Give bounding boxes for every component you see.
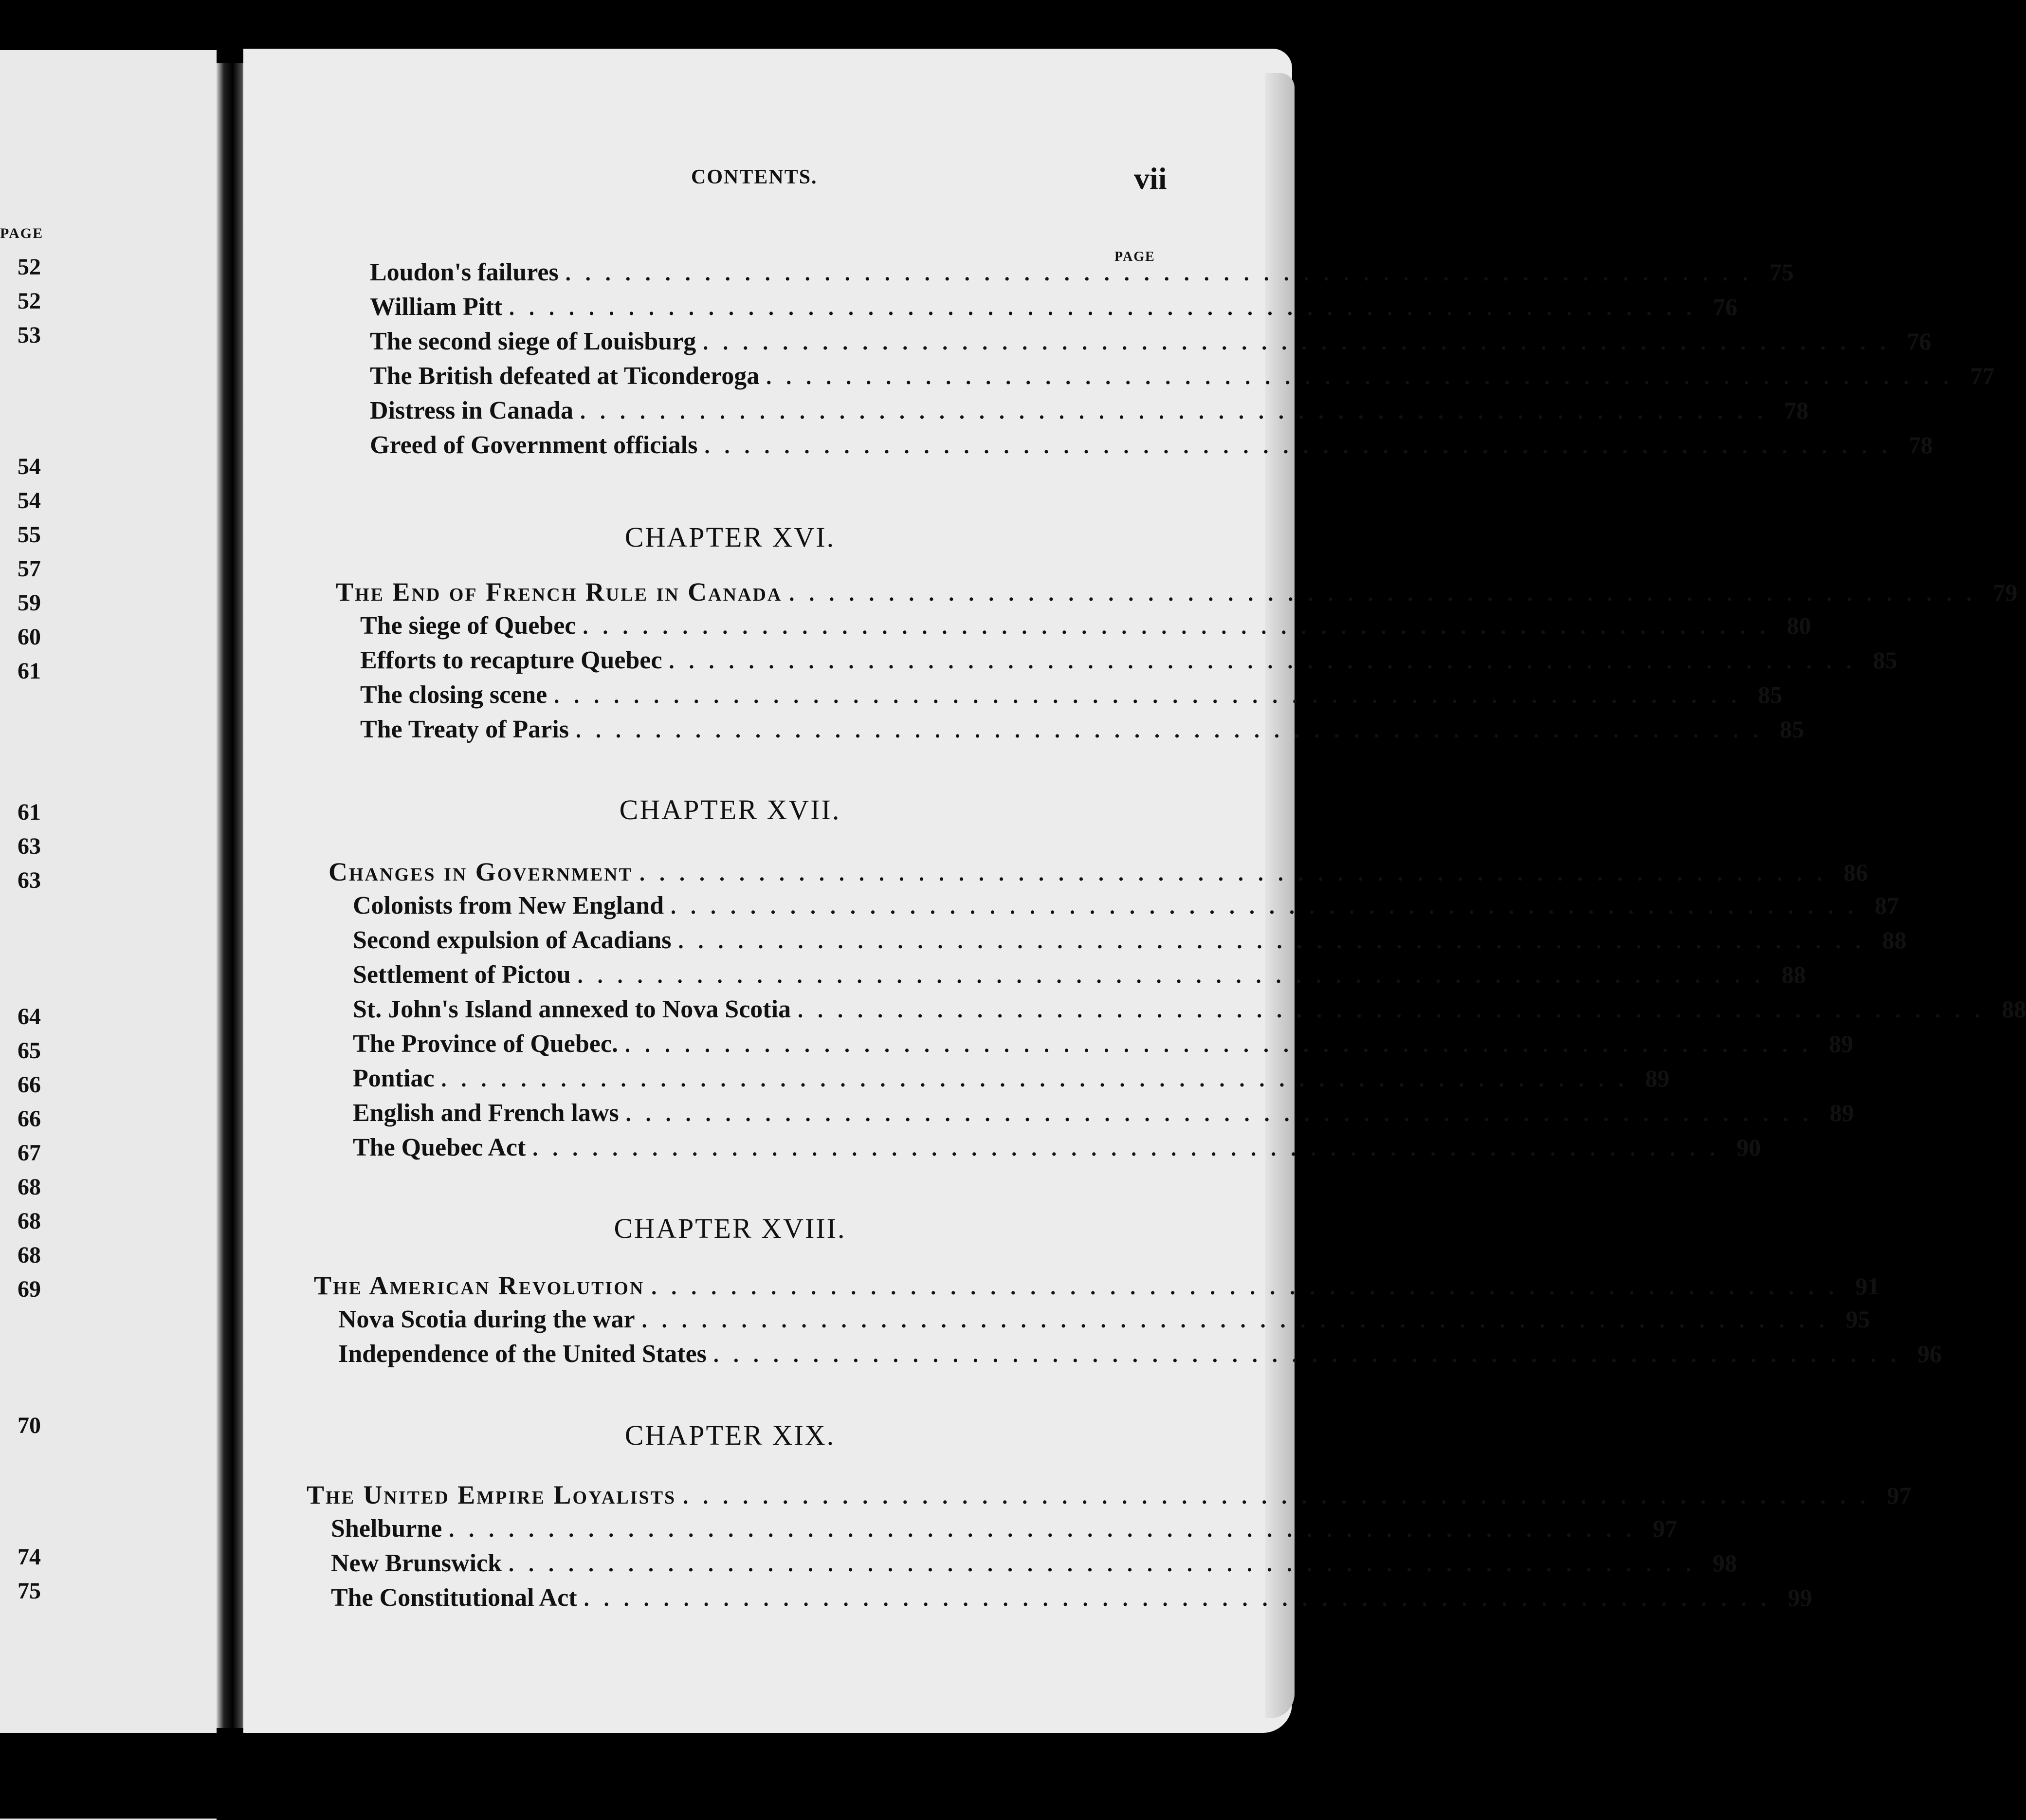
toc-entry-title: Distress in Canada bbox=[370, 397, 574, 424]
left-page-number: 69 bbox=[18, 1276, 41, 1302]
toc-entry bbox=[353, 960, 1806, 994]
toc-page-number: 90 bbox=[1736, 1134, 1761, 1161]
dot-leader: ............................................................ bbox=[641, 1308, 1839, 1332]
toc-page-number: 89 bbox=[1645, 1065, 1670, 1092]
toc-page-number: 98 bbox=[1713, 1549, 1737, 1577]
left-page-number: 52 bbox=[18, 254, 41, 280]
toc-entry-title: English and French laws bbox=[353, 1099, 619, 1127]
left-page-number: 74 bbox=[18, 1544, 41, 1570]
chapter-heading: CHAPTER XVII. bbox=[619, 794, 841, 826]
dot-leader: ............................................................ bbox=[580, 400, 1778, 423]
toc-entry bbox=[360, 646, 1898, 680]
chapter-heading: CHAPTER XVIII. bbox=[614, 1213, 846, 1244]
toc-entry-title: The Province of Quebec. bbox=[353, 1030, 618, 1058]
toc-entry-title: The End of French Rule in Canada bbox=[336, 577, 783, 607]
dot-leader: ............................................................ bbox=[584, 1587, 1781, 1611]
toc-entry bbox=[360, 680, 1783, 715]
dot-leader: ............................................................ bbox=[651, 1275, 1849, 1299]
dot-leader: ............................................................ bbox=[509, 296, 1707, 320]
dot-leader: ............................................................ bbox=[575, 718, 1773, 742]
toc-entry-title: The United Empire Loyalists bbox=[307, 1480, 676, 1509]
toc-entry bbox=[331, 1549, 1737, 1583]
toc-entry bbox=[370, 258, 1794, 292]
toc-page-number: 96 bbox=[1917, 1340, 1942, 1367]
left-page-number: 66 bbox=[18, 1072, 41, 1098]
toc-entry bbox=[338, 1340, 1942, 1374]
toc-entry-title: Pontiac bbox=[353, 1065, 435, 1092]
toc-entry bbox=[353, 1099, 1854, 1133]
toc-page-number: 76 bbox=[1713, 293, 1738, 320]
dot-leader: ............................................................ bbox=[683, 1485, 1880, 1508]
toc-page-number: 78 bbox=[1784, 397, 1809, 424]
page-col-label: PAGE bbox=[1114, 249, 1155, 264]
toc-page-number: 88 bbox=[2002, 995, 2026, 1023]
toc-page-number: 79 bbox=[1993, 579, 2018, 606]
left-page-number: 60 bbox=[18, 624, 41, 650]
toc-entry bbox=[370, 327, 1932, 361]
toc-page-number: 89 bbox=[1828, 1030, 1853, 1057]
toc-entry-title: St. John's Island annexed to Nova Scotia bbox=[353, 995, 791, 1023]
dot-leader: ............................................................ bbox=[532, 1137, 1730, 1160]
toc-entry bbox=[353, 1029, 1853, 1064]
toc-entry bbox=[353, 1064, 1670, 1098]
toc-entry-title: The Treaty of Paris bbox=[360, 716, 569, 743]
dot-leader: ............................................................ bbox=[583, 615, 1780, 639]
toc-entry bbox=[370, 396, 1809, 430]
left-page-number: 53 bbox=[18, 322, 41, 348]
left-page-number: 68 bbox=[18, 1242, 41, 1268]
toc-chapter-title bbox=[336, 577, 2018, 611]
dot-leader: ............................................................ bbox=[639, 862, 1837, 885]
toc-page-number: 75 bbox=[1769, 258, 1794, 286]
left-page-number: 54 bbox=[18, 488, 41, 514]
toc-page-number: 99 bbox=[1788, 1584, 1812, 1611]
left-page-number: 52 bbox=[18, 288, 41, 314]
left-page-number: 63 bbox=[18, 833, 41, 859]
toc-page-number: 86 bbox=[1843, 859, 1868, 886]
toc-entry-title: Colonists from New England bbox=[353, 892, 664, 919]
dot-leader: ............................................................ bbox=[577, 964, 1775, 988]
toc-page-number: 89 bbox=[1829, 1099, 1854, 1126]
toc-page-number: 80 bbox=[1787, 612, 1811, 639]
toc-entry-title: Independence of the United States bbox=[338, 1340, 707, 1368]
dot-leader: ............................................................ bbox=[713, 1343, 1911, 1367]
toc-entry-title: New Brunswick bbox=[331, 1549, 502, 1577]
dot-leader: ............................................................ bbox=[565, 261, 1763, 285]
left-page-number: 63 bbox=[18, 867, 41, 893]
toc-page-number: 78 bbox=[1908, 431, 1933, 459]
dot-leader: ............................................................ bbox=[704, 434, 1902, 458]
dot-leader: ............................................................ bbox=[669, 649, 1866, 673]
scan-background bbox=[0, 1733, 1300, 1819]
left-page-number: 64 bbox=[18, 1004, 41, 1029]
left-page-number: 67 bbox=[18, 1140, 41, 1166]
toc-entry-title: Efforts to recapture Quebec bbox=[360, 646, 662, 674]
toc-page-number: 77 bbox=[1970, 362, 1995, 389]
left-page-number: 68 bbox=[18, 1208, 41, 1234]
toc-entry bbox=[331, 1583, 1812, 1618]
toc-entry bbox=[360, 611, 1811, 645]
toc-entry-title: The American Revolution bbox=[314, 1271, 645, 1300]
chapter-heading: CHAPTER XIX. bbox=[624, 1419, 836, 1451]
toc-page-number: 97 bbox=[1887, 1482, 1912, 1509]
toc-page-number: 88 bbox=[1882, 926, 1907, 954]
toc-page-number: 97 bbox=[1653, 1515, 1678, 1542]
toc-page-number: 85 bbox=[1758, 681, 1783, 708]
dot-leader: ............................................................ bbox=[554, 684, 1752, 708]
toc-chapter-title bbox=[307, 1480, 1912, 1514]
dot-leader: ............................................................ bbox=[449, 1518, 1646, 1542]
left-page-number: 57 bbox=[18, 556, 41, 582]
left-page-number: 65 bbox=[18, 1038, 41, 1064]
dot-leader: ............................................................ bbox=[678, 929, 1876, 953]
left-page-col-label: PAGE bbox=[0, 225, 44, 241]
left-page-number: 55 bbox=[18, 522, 41, 548]
dot-leader: ............................................................ bbox=[625, 1102, 1823, 1126]
left-page bbox=[0, 0, 217, 1820]
left-page-number: 61 bbox=[18, 658, 41, 684]
chapter-heading: CHAPTER XVI. bbox=[624, 521, 836, 553]
left-page-number: 66 bbox=[18, 1106, 41, 1132]
toc-entry-title: The Quebec Act bbox=[353, 1134, 526, 1161]
left-page-number: 70 bbox=[18, 1413, 41, 1438]
toc-entry bbox=[360, 715, 1804, 749]
toc-entry-title: Changes in Government bbox=[329, 857, 633, 886]
toc-entry-title: Nova Scotia during the war bbox=[338, 1305, 635, 1333]
toc-page-number: 76 bbox=[1907, 328, 1932, 355]
left-page-number: 68 bbox=[18, 1174, 41, 1200]
left-page-number: 59 bbox=[18, 590, 41, 616]
toc-entry bbox=[370, 431, 1933, 465]
dot-leader: ............................................................ bbox=[766, 365, 1964, 389]
toc-page-number: 88 bbox=[1781, 961, 1806, 988]
dot-leader: ............................................................ bbox=[624, 1033, 1822, 1057]
toc-entry-title: The closing scene bbox=[360, 681, 548, 709]
dot-leader: ............................................................ bbox=[789, 582, 1987, 606]
toc-entry-title: The Constitutional Act bbox=[331, 1584, 577, 1612]
toc-entry-title: William Pitt bbox=[370, 293, 503, 321]
toc-entry bbox=[353, 995, 2026, 1029]
page-folio: vii bbox=[1134, 161, 1167, 196]
dot-leader: ............................................................ bbox=[703, 331, 1900, 354]
toc-entry bbox=[338, 1305, 1870, 1339]
toc-chapter-title bbox=[329, 857, 1868, 891]
toc-entry-title: The British defeated at Ticonderoga bbox=[370, 362, 760, 390]
toc-entry-title: Loudon's failures bbox=[370, 258, 559, 286]
toc-entry-title: The siege of Quebec bbox=[360, 612, 576, 640]
left-page-shadow bbox=[0, 1, 217, 50]
dot-leader: ............................................................ bbox=[441, 1067, 1639, 1091]
left-page-number: 75 bbox=[18, 1578, 41, 1604]
toc-entry-title: Settlement of Pictou bbox=[353, 961, 571, 989]
toc-entry bbox=[353, 1133, 1761, 1167]
toc-page-number: 85 bbox=[1873, 646, 1898, 674]
book-spine bbox=[217, 63, 246, 1728]
toc-entry bbox=[331, 1514, 1678, 1548]
dot-leader: ............................................................ bbox=[671, 895, 1868, 919]
left-page-number: 54 bbox=[18, 454, 41, 479]
toc-page-number: 85 bbox=[1779, 716, 1804, 743]
toc-page-number: 87 bbox=[1875, 892, 1899, 919]
toc-entry-title: Shelburne bbox=[331, 1515, 442, 1543]
toc-entry-title: The second siege of Louisburg bbox=[370, 328, 696, 355]
toc-entry-title: Greed of Government officials bbox=[370, 431, 698, 459]
dot-leader: ............................................................ bbox=[798, 998, 1995, 1022]
left-page-number: 61 bbox=[18, 799, 41, 825]
toc-page-number: 95 bbox=[1845, 1305, 1870, 1333]
toc-page-number: 91 bbox=[1855, 1272, 1880, 1300]
toc-entry bbox=[353, 926, 1907, 960]
toc-entry bbox=[370, 293, 1738, 327]
toc-entry bbox=[370, 362, 1995, 396]
running-head: CONTENTS. bbox=[691, 166, 818, 188]
toc-chapter-title bbox=[314, 1270, 1880, 1305]
toc-entry bbox=[353, 891, 1899, 925]
dot-leader: ............................................................ bbox=[509, 1552, 1706, 1576]
toc-entry-title: Second expulsion of Acadians bbox=[353, 926, 672, 954]
